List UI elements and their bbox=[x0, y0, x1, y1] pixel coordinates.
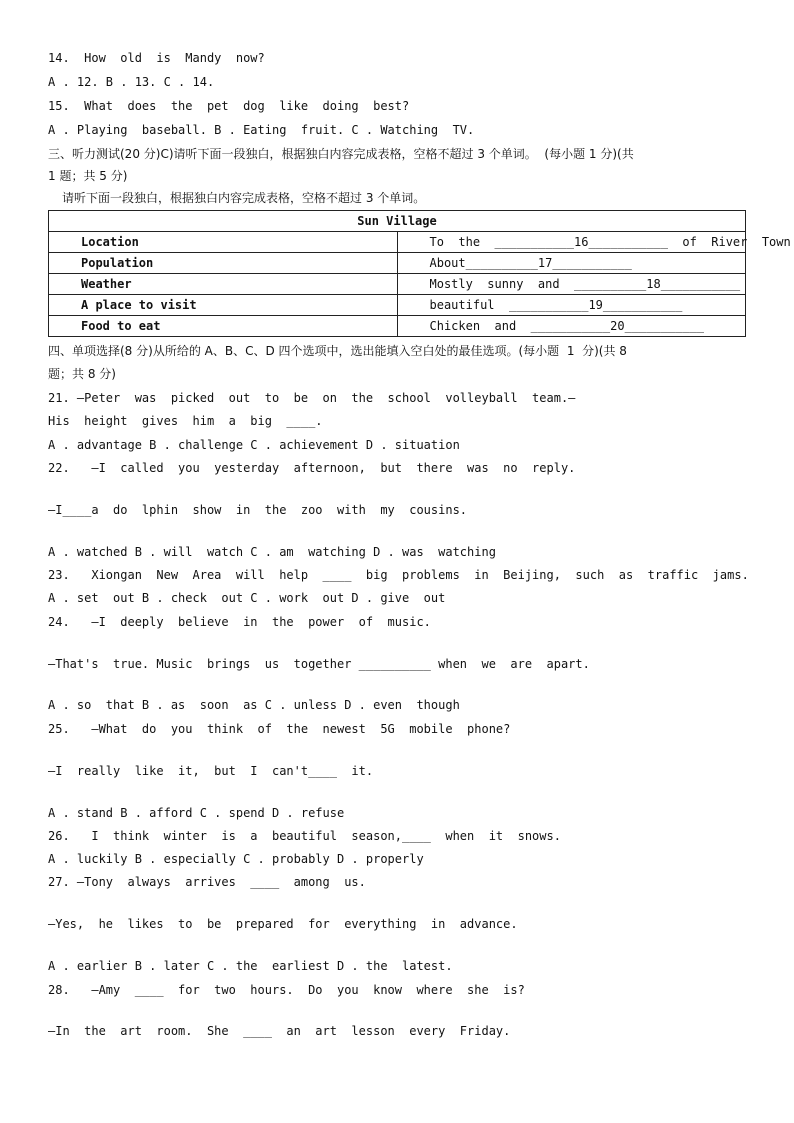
q23-stem: 23. Xiongan New Area will help ____ big problems in Beijing, such as traffic jams. bbox=[48, 568, 749, 582]
q21-stem: 21. —Peter was picked out to be on the school volleyball team.— bbox=[48, 391, 576, 405]
row-value: beautiful ___________19___________ bbox=[397, 295, 746, 316]
table-row bbox=[49, 232, 746, 253]
q14-options: A . 12. B . 13. C . 14. bbox=[48, 75, 215, 89]
table-row bbox=[49, 295, 746, 316]
row-value: About__________17___________ bbox=[397, 253, 746, 274]
section3-heading-cont: 1 题；共 5 分) bbox=[48, 169, 128, 183]
q27-options: A . earlier B . later C . the earliest D . the latest. bbox=[48, 959, 453, 973]
row-value: Mostly sunny and __________18___________ bbox=[397, 274, 746, 295]
row-label: Population bbox=[49, 253, 398, 274]
q28-reply: —In the art room. She ____ an art lesson every Friday. bbox=[48, 1024, 511, 1038]
q22-stem: 22. —I called you yesterday afternoon, but there was no reply. bbox=[48, 461, 576, 475]
table-row bbox=[49, 253, 746, 274]
q22-options: A . watched B . will watch C . am watching D . was watching bbox=[48, 545, 496, 559]
q23-options: A . set out B . check out C . work out D . give out bbox=[48, 591, 446, 605]
row-value: Chicken and ___________20___________ bbox=[397, 316, 746, 337]
q27-stem: 27. —Tony always arrives ____ among us. bbox=[48, 875, 366, 889]
q24-stem: 24. —I deeply believe in the power of music. bbox=[48, 615, 431, 629]
q24-reply: —That's true. Music brings us together __________ when we are apart. bbox=[48, 657, 590, 671]
q15-options: A . Playing baseball. B . Eating fruit. C . Watching TV. bbox=[48, 123, 475, 137]
row-value: To the ___________16___________ of River Town bbox=[397, 232, 746, 253]
table-title: Sun Village bbox=[49, 211, 746, 232]
row-label: A place to visit bbox=[49, 295, 398, 316]
section3-heading: 三、听力测试(20 分)C)请听下面一段独白，根据独白内容完成表格，空格不超过 3 个单词。 (每小题 1 分)(共 bbox=[48, 147, 634, 161]
section4-heading: 四、单项选择(8 分)从所给的 A、B、C、D 四个选项中，选出能填入空白处的最佳选项。(每小题 1 分)(共 8 bbox=[48, 344, 627, 358]
q21-stem-cont: His height gives him a big ____. bbox=[48, 414, 323, 428]
q15-stem: 15. What does the pet dog like doing best? bbox=[48, 99, 410, 113]
section3-instruction: 请听下面一段独白，根据独白内容完成表格，空格不超过 3 个单词。 bbox=[62, 191, 426, 205]
q25-stem: 25. —What do you think of the newest 5G mobile phone? bbox=[48, 722, 511, 736]
q28-stem: 28. —Amy ____ for two hours. Do you know where she is? bbox=[48, 983, 525, 997]
row-label: Weather bbox=[49, 274, 398, 295]
q26-stem: 26. I think winter is a beautiful season,____ when it snows. bbox=[48, 829, 561, 843]
q25-reply: —I really like it, but I can't____ it. bbox=[48, 764, 374, 778]
q24-options: A . so that B . as soon as C . unless D . even though bbox=[48, 698, 460, 712]
q27-reply: —Yes, he likes to be prepared for everything in advance. bbox=[48, 917, 518, 931]
q21-options: A . advantage B . challenge C . achievement D . situation bbox=[48, 438, 460, 452]
table-row bbox=[49, 316, 746, 337]
row-label: Food to eat bbox=[49, 316, 398, 337]
sun-village-table bbox=[48, 210, 791, 337]
section4-heading-cont: 题；共 8 分) bbox=[48, 367, 116, 381]
q26-options: A . luckily B . especially C . probably D . properly bbox=[48, 852, 424, 866]
row-label: Location bbox=[49, 232, 398, 253]
q14-stem: 14. How old is Mandy now? bbox=[48, 51, 265, 65]
table-row bbox=[49, 274, 746, 295]
q25-options: A . stand B . afford C . spend D . refuse bbox=[48, 806, 345, 820]
q22-reply: —I____a do lphin show in the zoo with my cousins. bbox=[48, 503, 468, 517]
